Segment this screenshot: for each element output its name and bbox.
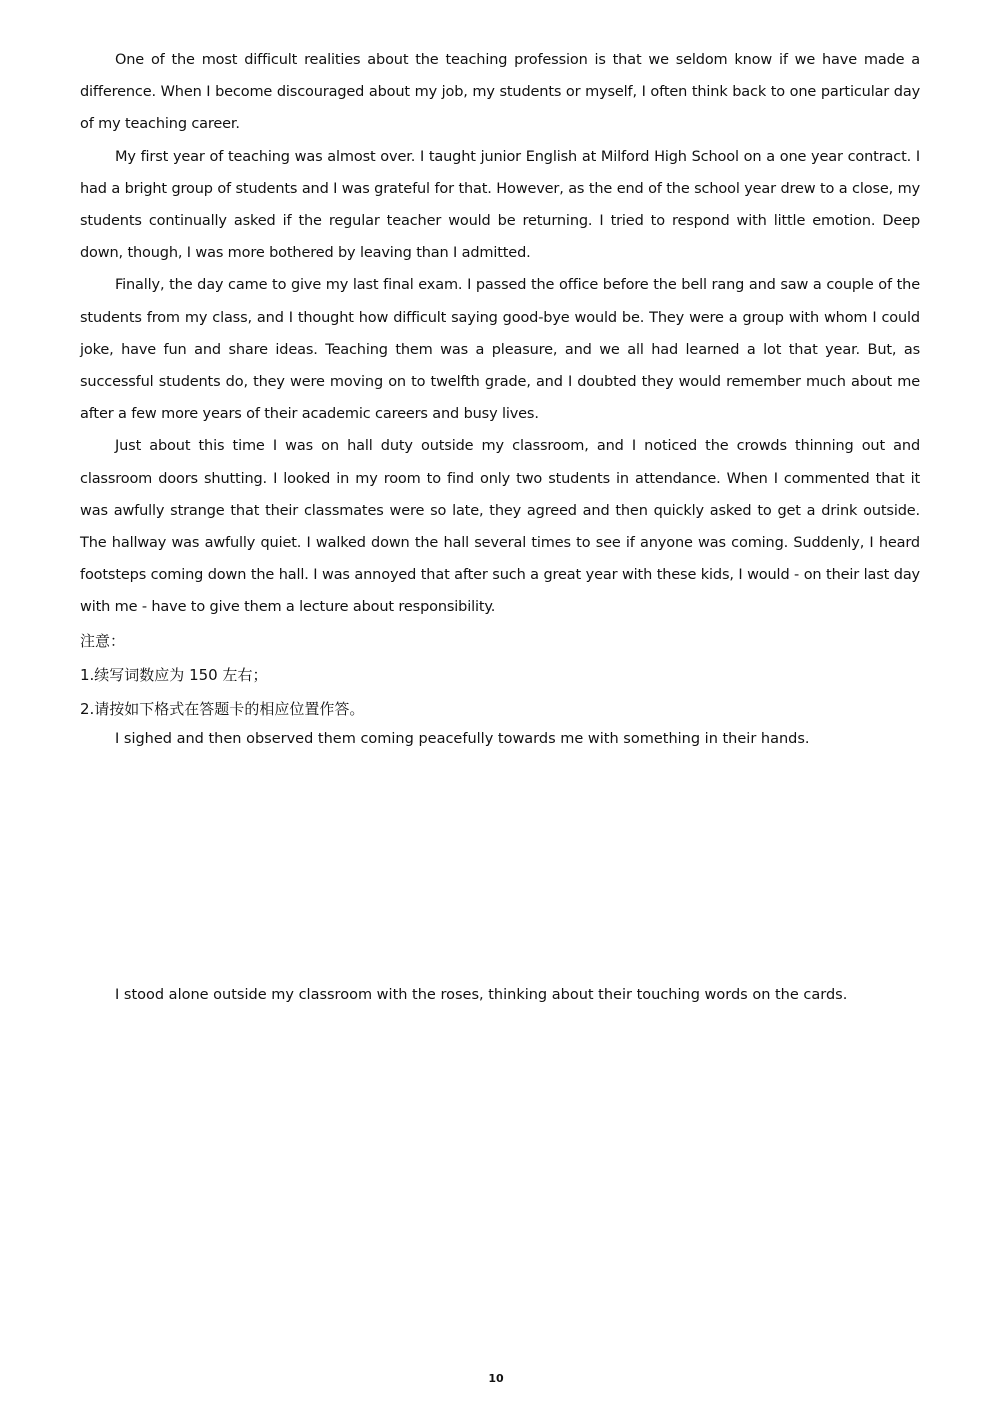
note-item-word-count: 1.续写词数应为 150 左右； [80,665,268,684]
passage [80,44,920,726]
note-item-format: 2.请按如下格式在答题卡的相应位置作答。 [80,699,365,718]
continuation-starter-2: I stood alone outside my classroom with the roses, thinking about their touching words on the cards. [115,987,848,1003]
passage-paragraph-3: Finally, the day came to give my last final exam. I passed the office before the bell rang and saw a couple of the students from my class, and I thought how difficult saying good-bye would be. They were a group with whom I could joke, have fun and share ideas. Teaching them was a pleasure, and we all had learned a lot that year. But, as successful students do, they were moving on to twelfth grade, and I doubted they would remember much about me after a few more years of their academic careers and busy lives. [80,277,920,423]
continuation-starter-1: I sighed and then observed them coming peacefully towards me with something in their hands. [115,731,810,747]
passage-paragraph-1: One of the most difficult realities about the teaching profession is that we seldom know if we have made a difference. When I become discouraged about my job, my students or myself, I often think back to one particular day of my teaching career. [80,52,920,133]
passage-paragraph-4: Just about this time I was on hall duty outside my classroom, and I noticed the crowds thinning out and classroom doors shutting. I looked in my room to find only two students in attendance. When I commented that it was awfully strange that their classmates were so late, they agreed and then quickly asked to get a drink outside. The hallway was awfully quiet. I walked down the hall several times to see if anyone was coming. Suddenly, I heard footsteps coming down the hall. I was annoyed that after such a great year with these kids, I would - on their last day with me - have to give them a lecture about responsibility. [80,438,920,616]
passage-paragraph-2: My first year of teaching was almost over. I taught junior English at Milford High School on a one year contract. I had a bright group of students and I was grateful for that. However, as the end of the school year drew to a close, my students continually asked if the regular teacher would be returning. I tried to respond with little emotion. Deep down, though, I was more bothered by leaving than I admitted. [80,148,920,262]
page-number: 10 [488,1372,504,1385]
notes-title: 注意： [80,631,126,650]
notes-section [80,624,920,726]
